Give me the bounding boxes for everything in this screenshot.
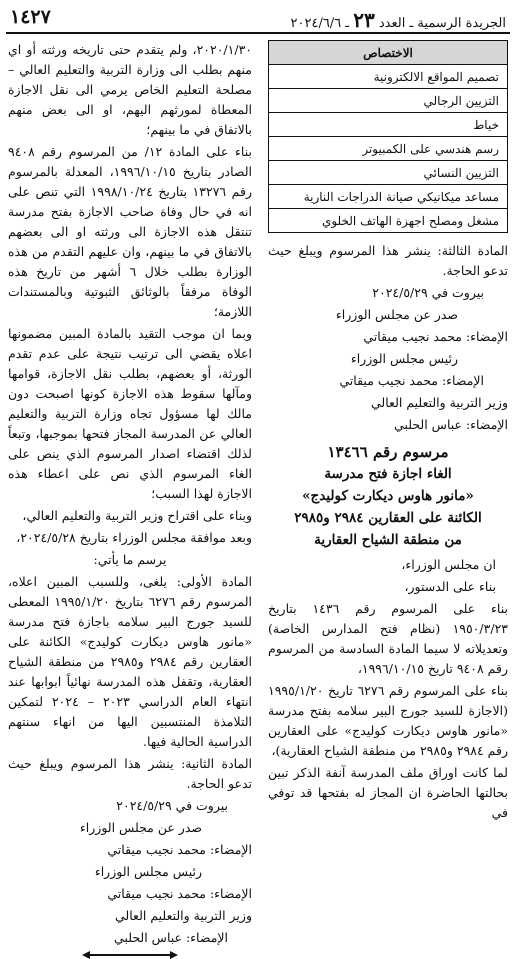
table-header: الاختصاص [269,41,508,65]
table-row [269,161,508,185]
signature-minister: وزير التربية والتعليم العالي [371,395,508,410]
paragraph: بناء على المرسوم رقم ٦٢٧٦ تاريخ ١٩٩٥/١/٢٠ (الاجازة للسيد جورج البير سلامه بفتح مدرسة «مانور هاوس ديكارت كوليدج» على العقارين رقم ٢٩٨٤ و٢٩٨٥ من منطقة الشياح العقارية)، [268,683,508,758]
signature-council: صدر عن مجلس الوزراء [79,820,202,835]
date-line: بيروت في ٢٠٢٤/٥/٢٩ [116,798,228,813]
table-row [269,185,508,209]
table-cell: رسم هندسي على الكمبيوتر [269,137,508,161]
table-cell: التزيين النسائي [269,161,508,185]
specializations-table [268,40,508,233]
page-number: ١٤٢٧ [10,6,51,28]
page-header [6,4,510,34]
decree-title-line: الكائنة على العقارين ٢٩٨٤ و٢٩٨٥ [294,510,482,526]
table-row [269,89,508,113]
issue-date: ـ ٢٠٢٤/٦/٦ [290,16,350,31]
journal-title [291,8,506,32]
signature-prime-minister: رئيس مجلس الوزراء [350,351,458,366]
issue-number: ٢٣ [353,8,375,32]
decree-number: مرسوم رقم ١٣٤٦٦ [327,443,449,461]
signature-council-name: الإمضاء: محمد نجيب ميقاتي [363,329,508,344]
table-cell: تصميم المواقع الالكترونية [269,65,508,89]
table-row [269,209,508,233]
signature-council: صدر عن مجلس الوزراء [335,307,458,322]
signature-prime-minister-name: الإمضاء: محمد نجيب ميقاتي [107,886,252,901]
table-row [269,137,508,161]
paragraph: وبعد موافقة مجلس الوزراء بتاريخ ٢٠٢٤/٥/٢٨، [16,530,252,545]
decree-title-line: من منطقة الشياح العقارية [314,532,462,548]
signature-minister-name: الإمضاء: عباس الحلبي [114,930,228,945]
journal-name: الجريدة الرسمية ـ العدد [378,16,506,31]
signature-prime-minister: رئيس مجلس الوزراء [94,864,202,879]
table-row [269,65,508,89]
signature-minister: وزير التربية والتعليم العالي [115,908,252,923]
table-header-row [269,41,508,65]
decree-decision: يرسم ما يأتي: [93,552,167,567]
signature-council-name: الإمضاء: محمد نجيب ميقاتي [107,842,252,857]
date-line: بيروت في ٢٠٢٤/٥/٢٩ [372,285,484,300]
paragraph: لما كانت اوراق ملف المدرسة آنفة الذكر تبين بحالتها الحاضرة ان المجاز له بفتحها قد توفي في [268,765,508,820]
table-cell: مساعد ميكانيكي صيانة الدراجات النارية [269,185,508,209]
paragraph: بناء على المادة ١٢/ من المرسوم رقم ٩٤٠٨ الصادر بتاريخ ١٩٩٦/١٠/١٥، المعدلة بالمرسوم رقم ١٣٢٧٦ بتاريخ ١٩٩٨/١٠/٢٤ التي تنص على انه في حال وفاة صاحب الاجازة بفتح مدرسة تنتقل هذه الاجازة الى ورثته او الى بعضهم بالاتفاق في ما بينهم، وان عليهم التقدم من هذه الوزارة بطلب خلال ٦ أشهر من تاريخ هذه الوفاة مرفقاً بالوثائق الثبوتية وبالمستندات اللازمة؛ [8,144,252,319]
paragraph: ٢٠٢٠/١/٣٠، ولم يتقدم حتى تاريخه ورثته أو اي منهم بطلب الى وزارة التربية والتعليم العالي – مصلحة التعليم الخاص يرمي الى نقل الاجازة المعطاة لمورثهم اليهم، او الى بعض منهم بالاتفاق في ما بينهم؛ [8,42,252,137]
right-column [268,40,508,906]
section-divider [90,954,170,956]
signature-prime-minister-name: الإمضاء: محمد نجيب ميقاتي [339,373,484,388]
paragraph: ان مجلس الوزراء، [401,557,496,572]
decree-title-line: الغاء اجازة فتح مدرسة [324,466,452,482]
article-three: المادة الثالثة: ينشر هذا المرسوم ويبلغ حيث تدعو الحاجة. [268,243,508,278]
table-cell: مشغل ومصلح اجهزة الهاتف الخلوي [269,209,508,233]
decree-title [268,441,508,551]
signature-minister-name: الإمضاء: عباس الحلبي [394,417,508,432]
decree-title-line: «مانور هاوس ديكارت كوليدج» [302,488,474,504]
paragraph: بناء على الدستور، [404,579,496,594]
table-cell: التزيين الرجالي [269,89,508,113]
article-two: المادة الثانية: ينشر هذا المرسوم ويبلغ حيث تدعو الحاجة. [8,756,252,791]
table-row [269,113,508,137]
paragraph: بناء على المرسوم رقم ١٤٣٦ بتاريخ ١٩٥٠/٣/٢٣ (نظام فتح المدارس الخاصة) وتعديلاته لا سيما المادة السادسة من المرسوم رقم ٩٤٠٨ تاريخ ١٩٩٦/١٠/١٥، [268,601,508,676]
paragraph: وبما ان موجب التقيد بالمادة المبين مضمونها اعلاه يقضي الى ترتيب نتيجة على عدم تقدم الورثة، أو بعضهم، بطلب نقل الاجازة، قوامها ومآلها سقوط هذه الاجازة كونها اصبحت دون مالك لها مسؤول تجاه وزارة التربية والتعليم العالي عن المدرسة المجاز فتحها بموجبها، وتبعاً لذلك اقتضاء اصدار المرسوم الذي ينص على الغاء المرسوم الذي نص على اعطاء هذه الاجازة لهذا السبب؛ [8,326,252,501]
article-one: المادة الأولى: يلغى، وللسبب المبين اعلاه، المرسوم رقم ٦٢٧٦ بتاريخ ١٩٩٥/١/٢٠ المعطى للسيد جورج البير سلامه باجازة فتح مدرسة «مانور هاوس ديكارت كوليدج» الكائنة على العقارين رقم ٢٩٨٤ و٢٩٨٥ من منطقة الشياح العقارية، وتقفل هذه المدرسة نهائياً ابوابها عند انتهاء العام الدراسي ٢٠٢٣ – ٢٠٢٤ لتمكين التلامذة المنتسبين اليها من انهاء سنتهم الدراسية الحالية فيها. [8,574,253,749]
left-column [8,40,253,945]
table-cell: خياط [269,113,508,137]
paragraph: وبناء على اقتراح وزير التربية والتعليم العالي، [22,508,252,523]
